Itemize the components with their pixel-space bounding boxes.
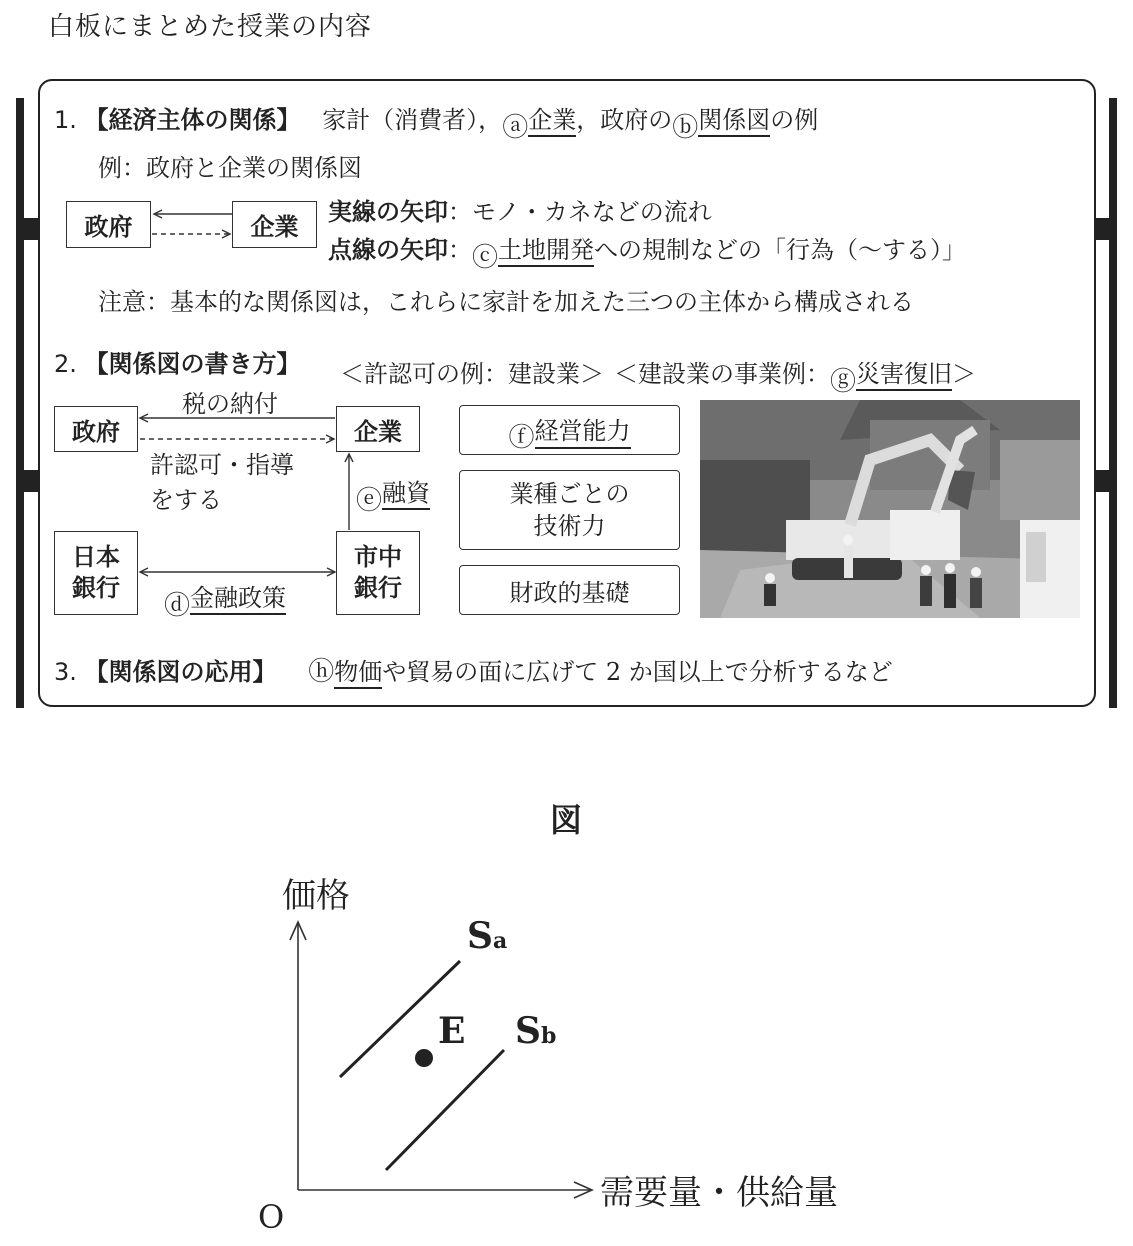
permit-label-2: をする xyxy=(150,486,222,514)
city-bank-line2: 銀行 xyxy=(354,574,402,602)
firm-box-1: 企業 xyxy=(232,201,317,248)
underline-mgmt: 経営能力 xyxy=(535,411,631,449)
section1-text-post: の例 xyxy=(770,106,819,134)
mark-b: ⓑ xyxy=(672,113,699,143)
city-bank-line1: 市中 xyxy=(354,542,402,571)
origin-label: O xyxy=(258,1198,285,1236)
section3-heading: 【関係図の応用】 xyxy=(84,658,277,686)
mark-d: ⓓ xyxy=(164,591,191,621)
y-axis-label: 価格 xyxy=(282,876,350,916)
dashed-arrow-colon: ： xyxy=(448,236,472,264)
sb-label xyxy=(515,1010,556,1052)
sb-letter: S xyxy=(515,1010,541,1052)
section2-number: 2. xyxy=(54,350,77,378)
section1-text-mid: ，政府の xyxy=(576,106,673,134)
mark-f: ⓕ xyxy=(508,423,535,453)
firm-box-2: 企業 xyxy=(336,406,420,452)
tax-label: 税の納付 xyxy=(182,390,278,418)
section2-heading: 【関係図の書き方】 xyxy=(84,350,301,378)
section3-desc: や貿易の面に広げて 2 か国以上で分析するなど xyxy=(382,658,893,686)
sa-subscript: a xyxy=(493,928,508,954)
underline-disaster: 災害復旧 xyxy=(856,360,952,391)
mark-a: ⓐ xyxy=(502,113,529,143)
permit-label-1: 許認可・指導 xyxy=(150,451,294,479)
business-example-pre: ＜建設業の事業例： xyxy=(614,360,830,388)
fiscal-box: 財政的基礎 xyxy=(459,565,680,615)
underline-land: 土地開発 xyxy=(498,236,594,267)
figure-title: 図 xyxy=(550,801,583,839)
section1-example: 例：政府と企業の関係図 xyxy=(98,154,362,182)
solid-arrow-desc: ：モノ・カネなどの流れ xyxy=(448,198,712,226)
dashed-arrow-label: 点線の矢印 xyxy=(328,236,448,264)
mark-h: ⓗ xyxy=(308,657,335,687)
mark-e: ⓔ xyxy=(356,486,383,516)
tech-line1: 業種ごとの xyxy=(509,479,630,508)
underline-price: 物価 xyxy=(334,658,382,689)
section1-number: 1. xyxy=(54,106,77,134)
section1-note: 注意：基本的な関係図は，これらに家計を加えた三つの主体から構成される xyxy=(98,288,914,316)
permit-example: ＜許認可の例：建設業＞ xyxy=(340,360,604,388)
solid-arrow-label: 実線の矢印 xyxy=(328,198,448,226)
supply-curve-sb xyxy=(386,1050,504,1170)
e-label: E xyxy=(438,1010,466,1052)
section3-number: 3. xyxy=(54,658,77,686)
dashed-arrow-desc: への規制などの「行為（～する）」 xyxy=(594,236,967,264)
section1-heading: 【経済主体の関係】 xyxy=(84,106,301,134)
equilibrium-point-e xyxy=(415,1049,433,1067)
gov-box-1: 政府 xyxy=(66,201,151,248)
section1-text-pre: 家計（消費者）， xyxy=(322,106,503,134)
tech-line2: 技術力 xyxy=(533,512,606,540)
boj-line2: 銀行 xyxy=(72,574,120,602)
sa-label xyxy=(467,915,507,957)
underline-kankeizu: 関係図 xyxy=(698,106,770,137)
mark-g: ⓖ xyxy=(830,367,857,397)
boj-line1: 日本 xyxy=(72,542,120,571)
gov-box-2: 政府 xyxy=(54,406,138,452)
sb-subscript: b xyxy=(541,1023,557,1049)
sa-letter: S xyxy=(467,915,493,957)
underline-monetary: 金融政策 xyxy=(190,584,286,615)
page-title: 白板にまとめた授業の内容 xyxy=(48,12,373,42)
underline-finance: 融資 xyxy=(382,479,430,510)
underline-kigyo: 企業 xyxy=(528,106,576,137)
business-example-post: ＞ xyxy=(952,360,977,388)
mark-c: ⓒ xyxy=(472,243,499,273)
x-axis-label: 需要量・供給量 xyxy=(600,1173,838,1213)
